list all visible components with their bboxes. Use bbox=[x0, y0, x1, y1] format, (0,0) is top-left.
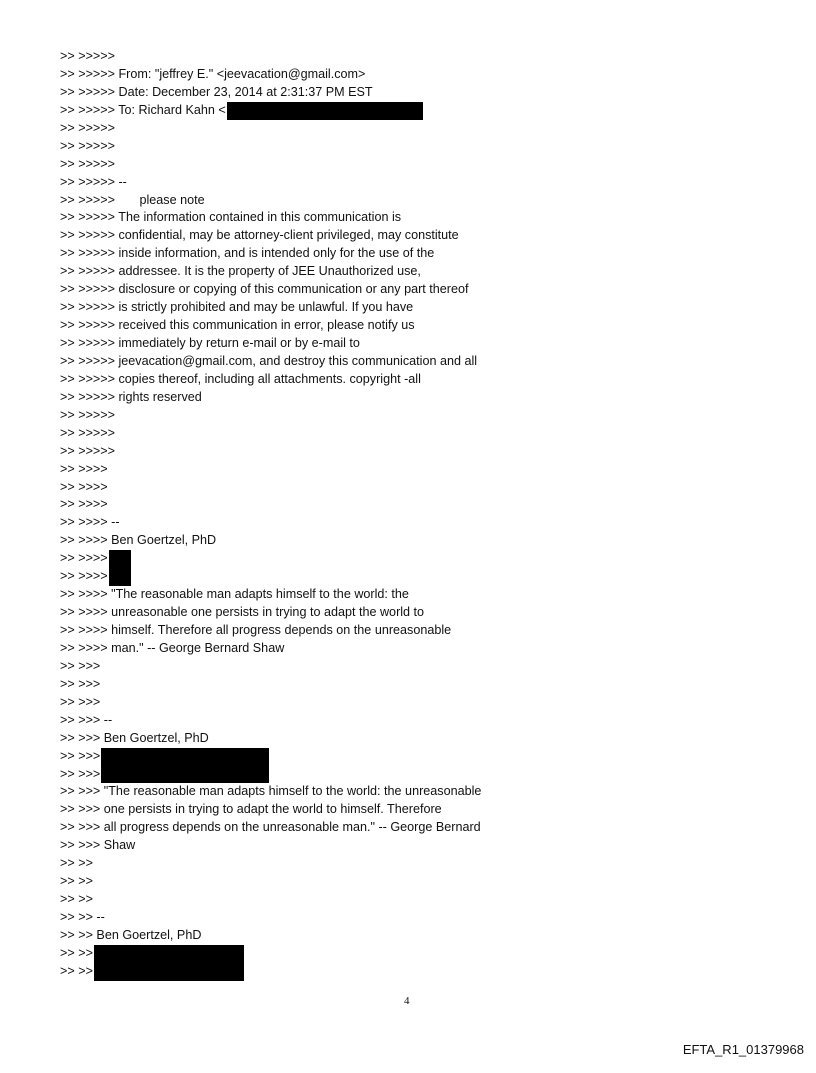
email-line: >> >>>>> bbox=[60, 407, 115, 422]
email-line: >> >>> bbox=[60, 676, 101, 691]
email-line-row bbox=[60, 156, 481, 174]
email-line-row bbox=[60, 227, 481, 245]
email-line: >> >> bbox=[60, 945, 93, 960]
email-line-row bbox=[60, 496, 481, 514]
email-line: >> >> Ben Goertzel, PhD bbox=[60, 927, 202, 942]
email-line: >> >>>>> Date: December 23, 2014 at 2:31:37 PM EST bbox=[60, 84, 373, 99]
email-line-row bbox=[60, 407, 481, 425]
email-line: >> >>>> himself. Therefore all progress depends on the unreasonable bbox=[60, 623, 452, 637]
email-line: >> >>>>> To: Richard Kahn < bbox=[60, 102, 226, 117]
email-line-row bbox=[60, 604, 481, 622]
email-line: >> >> bbox=[60, 892, 93, 907]
email-line: >> >>>>> immediately by return e-mail or by e-mail to bbox=[60, 336, 360, 350]
email-line: >> >> bbox=[60, 874, 93, 889]
email-line: >> >>> -- bbox=[60, 712, 113, 727]
email-line-row bbox=[60, 855, 481, 873]
email-line: >> >>>>> copies thereof, including all attachments. copyright -all bbox=[60, 371, 421, 386]
email-line: >> >>> bbox=[60, 766, 101, 781]
email-line: >> >>>> man." -- George Bernard Shaw bbox=[60, 640, 285, 655]
email-line: >> >>>>> received this communication in error, please notify us bbox=[60, 318, 415, 333]
document-id-footer: EFTA_R1_01379968 bbox=[682, 1042, 804, 1057]
email-line: >> >>>>> bbox=[60, 425, 115, 440]
page-number: 4 bbox=[404, 995, 410, 1007]
email-line-row bbox=[60, 281, 481, 299]
email-line: >> >>>> bbox=[60, 479, 108, 494]
email-line-row bbox=[60, 371, 481, 389]
email-line-row bbox=[60, 192, 481, 210]
email-line-row bbox=[60, 102, 481, 120]
email-line-row bbox=[60, 138, 481, 156]
email-line: >> >>>>> inside information, and is intended only for the use of the bbox=[60, 246, 435, 261]
email-line-row bbox=[60, 317, 481, 335]
email-line: >> >>>> -- bbox=[60, 515, 120, 530]
email-line: >> >>>> bbox=[60, 551, 108, 566]
email-line: >> >>>> bbox=[60, 569, 108, 584]
email-line: >> >>>>> please note bbox=[60, 192, 205, 207]
email-line-row bbox=[60, 353, 481, 371]
email-line-row bbox=[60, 945, 481, 963]
email-line-row bbox=[60, 909, 481, 927]
email-line: >> >>>> bbox=[60, 497, 108, 512]
email-line-row bbox=[60, 335, 481, 353]
email-line-row bbox=[60, 891, 481, 909]
email-line: >> >>>>> rights reserved bbox=[60, 389, 202, 404]
email-line-row bbox=[60, 748, 481, 766]
redaction-box bbox=[94, 945, 244, 963]
redaction-box bbox=[101, 766, 269, 784]
email-line-row bbox=[60, 299, 481, 317]
email-line: >> >>>>> bbox=[60, 156, 115, 171]
email-line-row bbox=[60, 425, 481, 443]
email-line-row bbox=[60, 263, 481, 281]
email-line: >> >>>>> bbox=[60, 443, 115, 458]
email-line-row bbox=[60, 461, 481, 479]
email-line-row bbox=[60, 48, 481, 66]
email-line: >> >>>>> bbox=[60, 49, 115, 63]
email-line: >> >>>>> confidential, may be attorney-client privileged, may constitute bbox=[60, 228, 459, 243]
email-line: >> >>>>> jeevacation@gmail.com, and destroy this communication and all bbox=[60, 353, 478, 368]
email-line-row bbox=[60, 389, 481, 407]
email-line-row bbox=[60, 245, 481, 263]
redaction-box bbox=[109, 550, 131, 568]
email-line-row bbox=[60, 783, 481, 801]
email-line: >> >>>> Ben Goertzel, PhD bbox=[60, 533, 217, 548]
redaction-box bbox=[94, 963, 244, 981]
email-line: >> >>>>> is strictly prohibited and may be unlawful. If you have bbox=[60, 300, 414, 315]
email-line: >> >>> bbox=[60, 658, 101, 673]
email-line-row bbox=[60, 694, 481, 712]
email-line: >> >>>>> bbox=[60, 120, 115, 135]
email-line: >> >>>>> disclosure or copying of this communication or any part thereof bbox=[60, 282, 469, 297]
email-line-row bbox=[60, 640, 481, 658]
redaction-box bbox=[109, 568, 131, 586]
email-line: >> >>> bbox=[60, 748, 101, 763]
email-line: >> >>>> unreasonable one persists in trying to adapt the world to bbox=[60, 605, 425, 620]
email-line-row bbox=[60, 479, 481, 497]
email-line-row bbox=[60, 209, 481, 227]
email-line: >> >>> all progress depends on the unreasonable man." -- George Bernard bbox=[60, 820, 481, 835]
email-line: >> >>> Shaw bbox=[60, 838, 136, 853]
email-line: >> >>>> bbox=[60, 461, 108, 476]
email-line: >> >>> one persists in trying to adapt the world to himself. Therefore bbox=[60, 802, 442, 817]
email-line-row bbox=[60, 532, 481, 550]
email-line: >> >>> "The reasonable man adapts himself to the world: the unreasonable bbox=[60, 784, 482, 799]
email-line-row bbox=[60, 586, 481, 604]
email-line: >> >> bbox=[60, 856, 93, 871]
email-line-row bbox=[60, 622, 481, 640]
email-body bbox=[60, 48, 481, 981]
email-line: >> >> bbox=[60, 963, 93, 978]
redaction-box bbox=[101, 748, 269, 766]
email-line: >> >>>> "The reasonable man adapts himself to the world: the bbox=[60, 587, 409, 602]
email-line-row bbox=[60, 568, 481, 586]
email-line: >> >> -- bbox=[60, 910, 105, 924]
email-line: >> >>> bbox=[60, 694, 101, 709]
email-line: >> >>> Ben Goertzel, PhD bbox=[60, 730, 209, 745]
email-line-row bbox=[60, 927, 481, 945]
email-line-row bbox=[60, 443, 481, 461]
email-line-row bbox=[60, 963, 481, 981]
email-line-row bbox=[60, 712, 481, 730]
email-line-row bbox=[60, 676, 481, 694]
email-line-row bbox=[60, 66, 481, 84]
email-line-row bbox=[60, 550, 481, 568]
email-line: >> >>>>> -- bbox=[60, 174, 127, 189]
email-line-row bbox=[60, 658, 481, 676]
email-line-row bbox=[60, 120, 481, 138]
redaction-box bbox=[227, 102, 423, 120]
email-line: >> >>>>> The information contained in this communication is bbox=[60, 210, 402, 225]
email-line-row bbox=[60, 766, 481, 784]
email-line-row bbox=[60, 514, 481, 532]
email-line-row bbox=[60, 84, 481, 102]
email-line: >> >>>>> From: "jeffrey E." <jeevacation@gmail.com> bbox=[60, 66, 366, 81]
email-line: >> >>>>> bbox=[60, 138, 115, 153]
email-line-row bbox=[60, 801, 481, 819]
email-line-row bbox=[60, 730, 481, 748]
email-line: >> >>>>> addressee. It is the property of JEE Unauthorized use, bbox=[60, 264, 421, 279]
email-line-row bbox=[60, 873, 481, 891]
email-line-row bbox=[60, 819, 481, 837]
email-line-row bbox=[60, 837, 481, 855]
email-line-row bbox=[60, 174, 481, 192]
